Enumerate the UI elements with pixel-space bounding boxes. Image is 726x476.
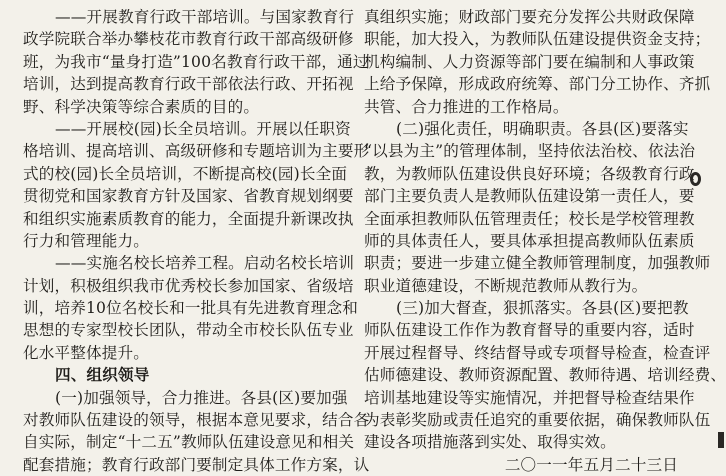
text-line: 和组织实施素质教育的能力，全面提升新课改执	[23, 209, 354, 228]
text-line: 培训基地建设等实施情况，并把督导检查结果作	[364, 388, 695, 407]
text-line: 班，为我市“量身打造”100名教育行政干部，通过	[23, 52, 369, 71]
text-line: 为表彰奖励或责任追究的重要依据，确保教师队伍	[364, 411, 711, 430]
text-line: ——开展教育行政干部培训。与国家教育行	[55, 8, 355, 26]
text-line: 对教师队伍建设的领导，根据本意见要求，结合各	[23, 411, 370, 430]
text-line: 机构编制、人力资源等部门要在编制和人事政策	[364, 52, 695, 71]
document-date: 二〇一一年五月二十三日	[504, 455, 678, 474]
text-line: 配套措施；教育行政部门要制定具体工作方案，认	[23, 455, 370, 474]
page-edge-mark	[718, 432, 724, 448]
text-line: 训，培养10位名校长和一批具有先进教育理念和	[23, 299, 359, 318]
text-line: 共管、合力推进的工作格局。	[364, 97, 569, 116]
text-line: 建设各项措施落到实处、取得实效。	[364, 433, 616, 452]
text-line: 全面承担教师队伍管理责任；校长是学校管理教	[364, 209, 695, 228]
text-line: 野、科学决策等综合素质的目的。	[23, 97, 260, 116]
text-line: (二)强化责任，明确职责。各县(区)要落实	[396, 119, 689, 138]
text-line: 师队伍建设工作作为教育督导的重要内容，适时	[364, 321, 695, 340]
text-line: 教，为教师队伍建设供良好环境；各级教育行政	[364, 164, 695, 183]
text-line: 式的校(园)长全员培训，不断提高校(园)长全面	[23, 164, 348, 183]
text-line: ——实施名校长培养工程。启动名校长培训	[55, 254, 355, 273]
text-line: ——开展校(园)长全员培训。开展以任职资	[55, 119, 351, 138]
text-line: 上给予保障，形成政府统筹、部门分工协作、齐抓	[364, 75, 711, 94]
text-line: (三)加大督查，狠抓落实。各县(区)要把教	[396, 299, 689, 318]
text-line: 化水平整体提升。	[23, 343, 149, 362]
text-line: 自实际，制定“十二五”教师队伍建设意见和相关	[23, 433, 355, 452]
text-line: 师的具体责任人，要具体承担提高教师队伍素质	[364, 231, 695, 250]
text-line: 贯彻党和国家教育方针及国家、省教育规划纲要	[23, 187, 354, 206]
text-line: (一)加强领导，合力推进。各县(区)要加强	[55, 388, 348, 407]
right-column	[364, 6, 726, 476]
text-line: 开展过程督导、终结督导或专项督导检查，检查评	[364, 343, 711, 362]
text-line: “以县为主”的管理体制，坚持依法治校、依法治	[364, 142, 696, 161]
text-line: 职能，加大投入，为教师队伍建设提供资金支持；	[364, 30, 711, 49]
text-line: 政学院联合举办攀枝花市教育行政干部高级研修	[23, 30, 354, 49]
text-line: 格培训、提高培训、高级研修和专题培训为主要形	[23, 142, 370, 161]
text-line: 计划，积极组织我市优秀校长参加国家、省级培	[23, 276, 354, 295]
left-column	[23, 6, 370, 476]
text-line: 部门主要负责人是教师队伍建设第一责任人，要	[364, 187, 695, 206]
text-line: 真组织实施；财政部门要充分发挥公共财政保障	[364, 8, 695, 26]
text-line: 思想的专家型校长团队，带动全市校长队伍专业	[23, 321, 354, 340]
text-line: 职责；要进一步建立健全教师管理制度，加强教师	[364, 254, 711, 273]
text-line: 估师德建设、教师资源配置、教师待遇、培训经费、	[364, 366, 726, 385]
text-line: 职业道德建设，不断规范教师从教行为。	[364, 276, 648, 295]
text-line: 行力和管理能力。	[23, 231, 149, 250]
section-heading: 四、组织领导	[55, 365, 150, 385]
text-line: 培训，达到提高教育行政干部依法行政、开拓视	[23, 75, 354, 94]
binding-hole-icon	[690, 172, 701, 186]
